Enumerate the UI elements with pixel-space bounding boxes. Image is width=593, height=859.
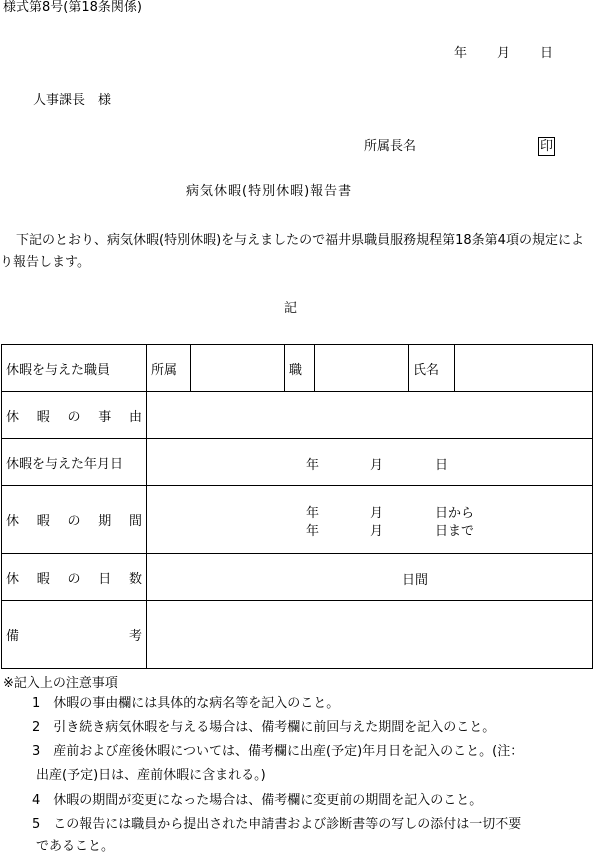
report-table <box>1 344 593 669</box>
field-period[interactable] <box>147 486 593 554</box>
field-reason[interactable] <box>147 392 593 439</box>
ki-marker: 記 <box>284 301 298 316</box>
header-month-label: 月 <box>497 46 511 61</box>
label-period: 休 暇 の 期 間 <box>2 486 147 554</box>
field-dept[interactable] <box>191 345 285 392</box>
row-grant-date <box>2 439 593 486</box>
period-from-label: 日から <box>435 506 475 521</box>
field-remarks[interactable] <box>147 601 593 669</box>
note-item-3: 3 産前および産後休暇については、備考欄に出産(予定)年月日を記入のこと。(注： <box>32 744 524 759</box>
label-name: 氏名 <box>409 345 455 392</box>
field-name[interactable] <box>455 345 593 392</box>
label-remarks: 備 考 <box>2 601 147 669</box>
grant-day-label: 日 <box>435 458 449 473</box>
note-item-3-cont: 出産(予定)日は、産前休暇に含まれる。) <box>36 768 266 783</box>
row-days <box>2 554 593 601</box>
grant-month-label: 月 <box>370 458 384 473</box>
note-item-5-cont: であること。 <box>36 839 115 854</box>
label-employee: 休暇を与えた職員 <box>2 345 147 392</box>
form-number: 様式第8号(第18条関係) <box>3 0 142 15</box>
label-days: 休 暇 の 日 数 <box>2 554 147 601</box>
period-to-label: 日まで <box>435 524 475 539</box>
notes-heading: ※記入上の注意事項 <box>3 676 118 691</box>
note-item-1: 1 休暇の事由欄には具体的な病名等を記入のこと。 <box>32 696 340 711</box>
header-year-label: 年 <box>454 46 468 61</box>
row-remarks <box>2 601 593 669</box>
document-title: 病気休暇(特別休暇)報告書 <box>186 184 353 199</box>
header-day-label: 日 <box>540 46 554 61</box>
grant-year-label: 年 <box>306 458 320 473</box>
row-period <box>2 486 593 554</box>
field-post[interactable] <box>315 345 409 392</box>
note-item-2: 2 引き続き病気休暇を与える場合は、備考欄に前回与えた期間を記入のこと。 <box>32 720 496 735</box>
period-from-month-label: 月 <box>370 506 384 521</box>
label-reason: 休 暇 の 事 由 <box>2 392 147 439</box>
field-grant-date[interactable] <box>147 439 593 486</box>
field-days[interactable] <box>147 554 593 601</box>
row-employee <box>2 345 593 392</box>
period-to-month-label: 月 <box>370 524 384 539</box>
addressee: 人事課長 様 <box>33 93 112 108</box>
days-unit-label: 日間 <box>402 573 429 588</box>
period-from-year-label: 年 <box>306 506 320 521</box>
period-to-year-label: 年 <box>306 524 320 539</box>
signature-label: 所属長名 <box>364 139 417 154</box>
note-item-4: 4 休暇の期間が変更になった場合は、備考欄に変更前の期間を記入のこと。 <box>32 793 483 808</box>
row-reason <box>2 392 593 439</box>
label-grant-date: 休暇を与えた年月日 <box>2 439 147 486</box>
note-item-5: 5 この報告には職員から提出された申請書および診断書等の写しの添付は一切不要 <box>32 817 522 832</box>
seal-mark: 印 <box>540 139 554 154</box>
label-dept: 所属 <box>147 345 191 392</box>
body-text: 下記のとおり、病気休暇(特別休暇)を与えましたので福井県職員服務規程第18条第4項の規定により報告します。 <box>0 233 584 270</box>
label-post: 職 <box>285 345 315 392</box>
